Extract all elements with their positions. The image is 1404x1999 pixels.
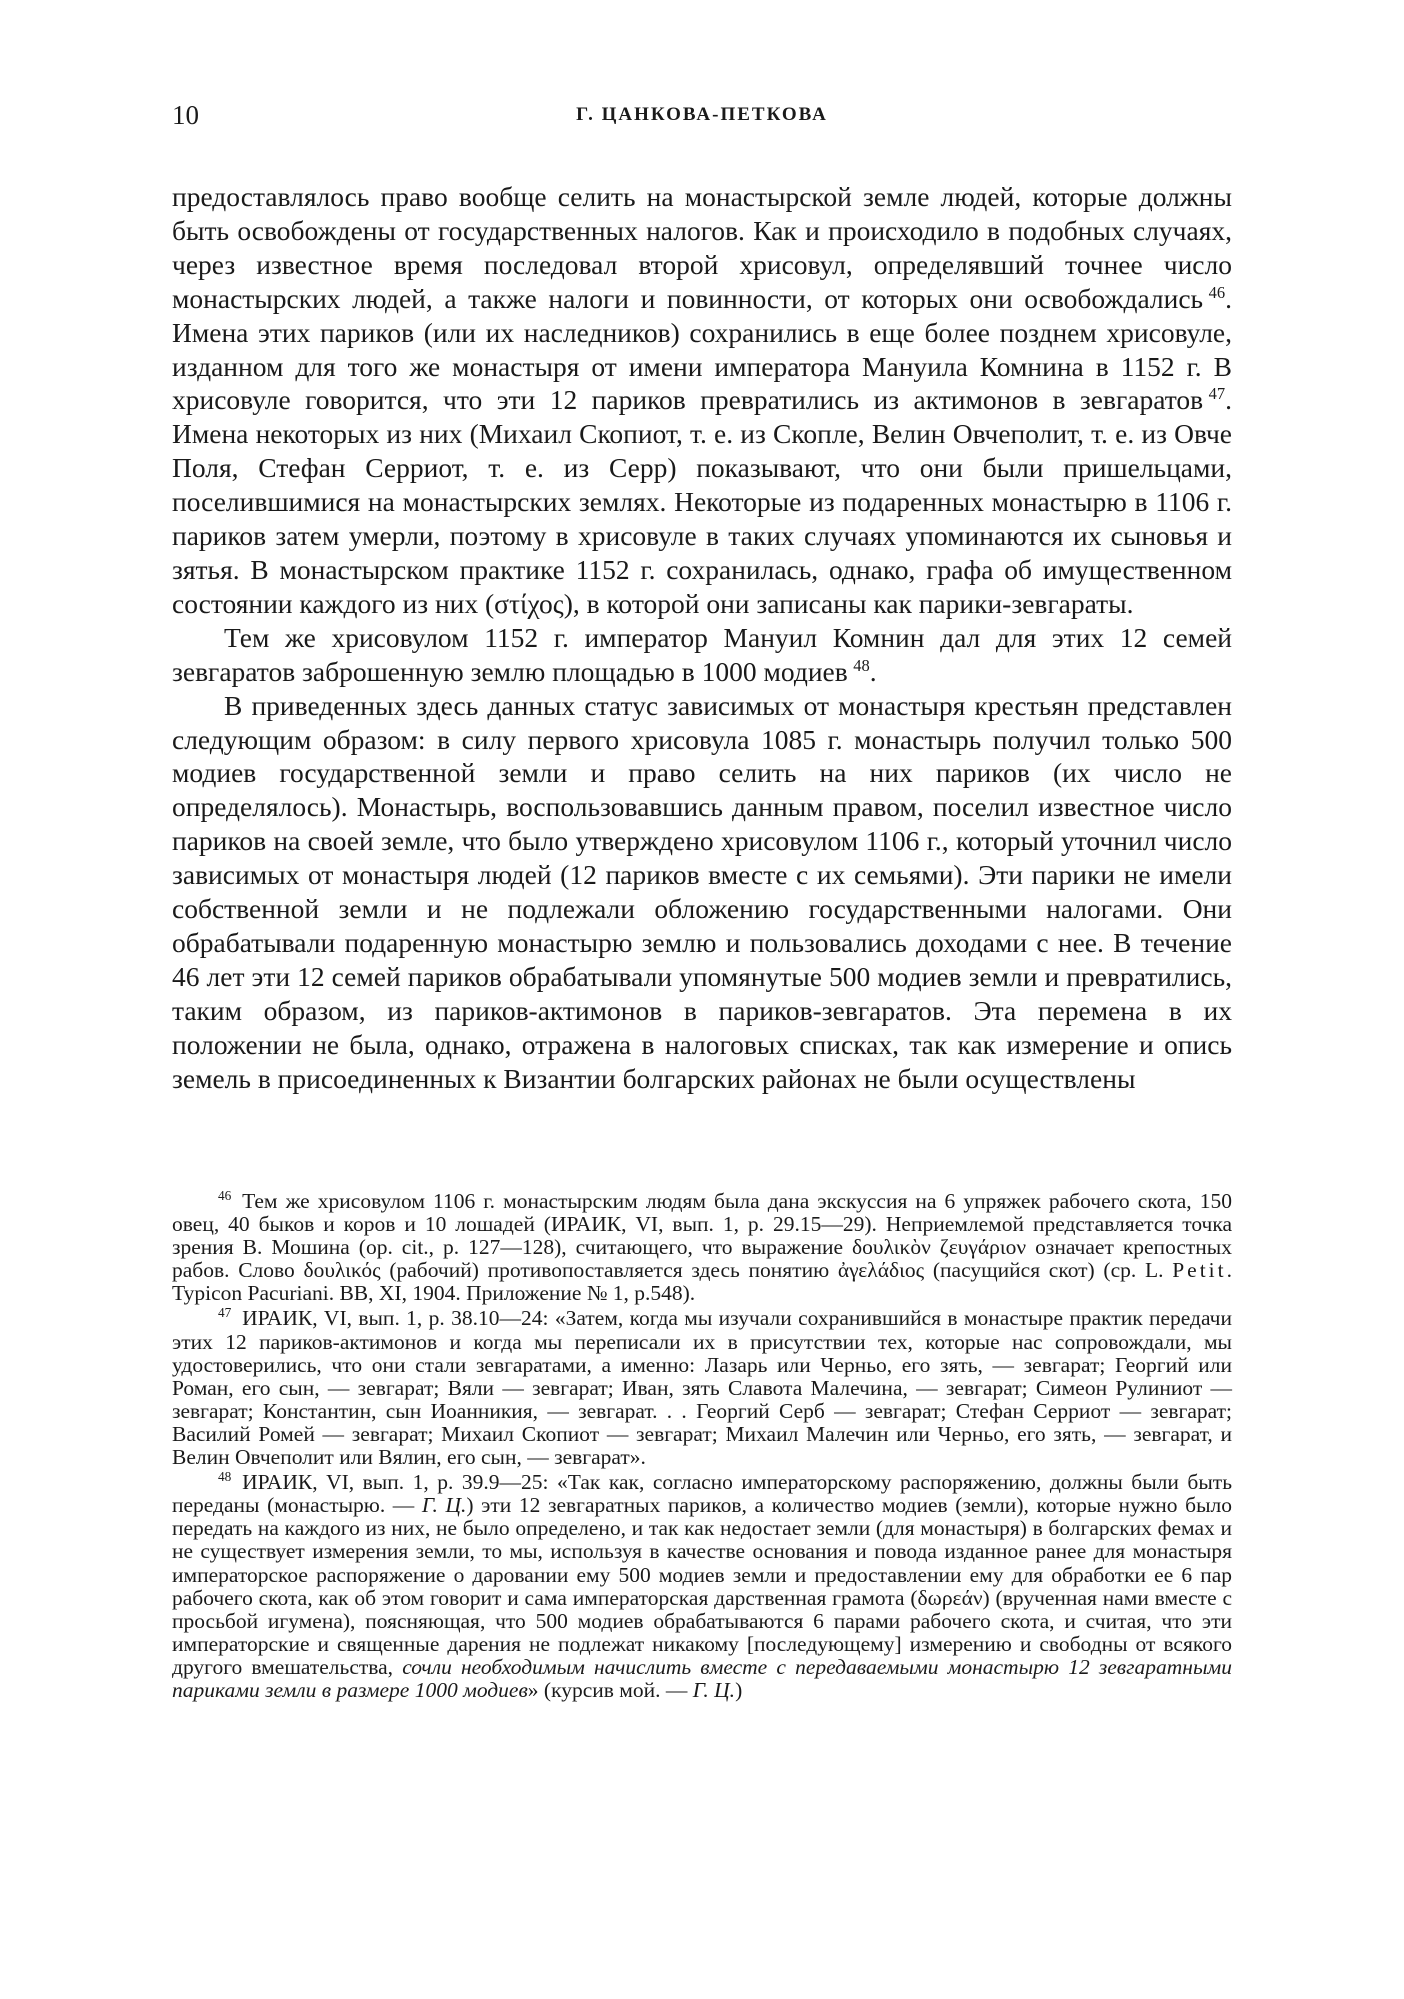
footnote-46-part-1: Тем же хрисовулом 1106 г. монастырским людям была дана экскуссия на 6 упряжек рабочего скота, 150 овец, 40 быков и коров и 10 лошадей (ИРАИК, VI, вып. 1, р. 29.15—29). Неприемлемой представляется точка зрения В. Мошина (ор. cit., р. 127—128), считающего, что выражение δουλικὸν ζευγάριον означает крепостных рабов. Слово δουλικός (рабочий) противопоставляется здесь понятию ἀγελάδιος (пасущийся скот) (ср. L. — [172, 1189, 1232, 1283]
footnote-48-part-3: » (курсив мой. — — [527, 1677, 688, 1702]
italic-emphasis: сочли необходимым начислить вместе с передаваемыми монастырю 12 зевгаратными париками земли в размере 1000 модиев — [172, 1654, 1233, 1702]
footnote-ref-47[interactable]: 47 — [1208, 384, 1226, 404]
footnote-48 — [172, 1468, 1233, 1702]
footnote-46 — [172, 1187, 1232, 1306]
footnote-marker: 47 — [218, 1305, 232, 1321]
author-initials: Г. Ц. — [692, 1677, 736, 1702]
paragraph-3: В приведенных здесь данных статус зависимых от монастыря крестьян представлен следующим образом: в силу первого хрисовула 1085 г. монастырь получил только 500 модиев государственной земли и право селить на них париков (их число не определялось). Монастырь, воспользовавшись данным правом, поселил известное число париков на своей земле, что было утверждено хрисовулом 1106 г., который уточнил число зависимых от монастыря людей (12 париков вместе с их семьями). Эти парики не имели собственной земли и не подлежали обложению государственными налогами. Они обрабатывали подаренную монастырю землю и пользовались доходами с нее. В течение 46 лет эти 12 семей париков обрабатывали упомянутые 500 модиев земли и превратились, таким образом, из париков-актимонов в париков-зевгаратов. Эта перемена в их положении не была, однако, отражена в налоговых списках, так как измерение и опись земель в присоединенных к Византии болгарских районах не были осуществлены — [172, 689, 1232, 1094]
running-head: Г. ЦАНКОВА-ПЕТКОВА — [576, 104, 828, 125]
footnote-ref-48[interactable]: 48 — [853, 655, 870, 675]
footnote-46-part-2: . Typicon Pacuriani. BB, XI, 1904. Приложение № 1, р.548). — [172, 1258, 1232, 1306]
footnote-marker: 46 — [218, 1187, 232, 1203]
page-number: 10 — [172, 100, 199, 130]
footnote-48-part-4: ) — [735, 1677, 743, 1702]
footnote-47 — [172, 1307, 1232, 1469]
footnote-48-part-1: ИРАИК, VI, вып. 1, р. 39.9—25: «Так как, согласно императорскому распоряжению, должны были быть переданы (монастырю. — — [172, 1470, 1232, 1518]
footnote-ref-46[interactable]: 46 — [1208, 282, 1226, 302]
footnotes — [172, 1187, 1233, 1704]
paragraph-1-part-3: . Имена некоторых из них (Михаил Скопиот, т. е. из Скопле, Велин Овчеполит, т. е. из Овче Поля, Стефан Серриот, т. е. из Серр) показывают, что они были пришельцами, поселившимися на монастырских землях. Некоторые из подаренных монастырю в 1106 г. париков затем умерли, поэтому в хрисовуле в таких случаях упоминаются их сыновья и зятья. В монастырском практике 1152 г. сохранилась, однако, графа об имущественном состоянии каждого из них (στίχος), в которой они записаны как парики-зевгараты. — [172, 384, 1232, 619]
paragraph-2 — [172, 621, 1232, 689]
author-name: Petit — [1172, 1258, 1227, 1283]
paragraph-1-part-1: предоставлялось право вообще селить на монастырской земле людей, которые должны быть освобождены от государственных налогов. Как и происходило в подобных случаях, через известное время последовал второй хрисовул, определявший точнее число монастырских людей, а также налоги и повинности, от которых они освобождались — [172, 181, 1232, 314]
main-text — [172, 180, 1232, 1095]
page-header — [172, 100, 1232, 140]
footnote-48-part-2: ) эти 12 зевгаратных париков, а количество модиев (земли), которые нужно было передать на каждого из них, не было определено, и так как недостает земли (для монастыря) в болгарских фемах и не существует измерения земли, то мы, используя в качестве основания и повода изданное ранее для монастыря императорское распоряжение о даровании ему 500 модиев земли и предоставлении ему для обработки ее 6 пар рабочего скота, как об этом говорит и сама императорская дарственная грамота (δωρεάν) (врученная нами вместе с просьбой игумена), поясняющая, что 500 модиев обрабатываются 6 парами рабочего скота, и считая, что эти императорские и священные дарения не подлежат никакому [последующему] измерению и свободны от всякого другого вмешательства, — [172, 1493, 1232, 1679]
footnote-47-text: ИРАИК, VI, вып. 1, р. 38.10—24: «Затем, когда мы изучали сохранившийся в монастыре практик передачи этих 12 париков-актимонов и когда мы переписали их в присутствии тех, которые нас сопровождали, мы удостоверились, что они стали зевгаратами, а именно: Лазарь или Черньо, его зять, — зевгарат; Георгий или Роман, его сын, — зевгарат; Вяли — зевгарат; Иван, зять Славота Малечина, — зевгарат; Симеон Рулиниот — зевгарат; Константин, сын Иоанникия, — зевгарат. . . Георгий Серб — зевгарат; Стефан Серриот — зевгарат; Василий Ромей — зевгарат; Михаил Скопиот — зевгарат; Михаил Малечин или Черньо, его зять, — зевгарат, и Велин Овчеполит или Вялин, его сын, — зевгарат». — [172, 1306, 1232, 1470]
footnote-marker: 48 — [218, 1468, 232, 1484]
paragraph-2-part-2: . — [869, 655, 877, 687]
paragraph-1-part-2: . Имена этих париков (или их наследников) сохранились в еще более позднем хрисовуле, изданном для того же монастыря от имени императора Мануила Комнина в 1152 г. В хрисовуле говорится, что эти 12 париков превратились из актимонов в зевгаратов — [172, 282, 1232, 416]
paragraph-1 — [172, 180, 1232, 621]
paragraph-2-part-1: Тем же хрисовулом 1152 г. император Мануил Комнин дал для этих 12 семей зевгаратов заброшенную землю площадью в 1000 модиев — [172, 621, 1232, 687]
author-initials: Г. Ц. — [421, 1493, 467, 1518]
